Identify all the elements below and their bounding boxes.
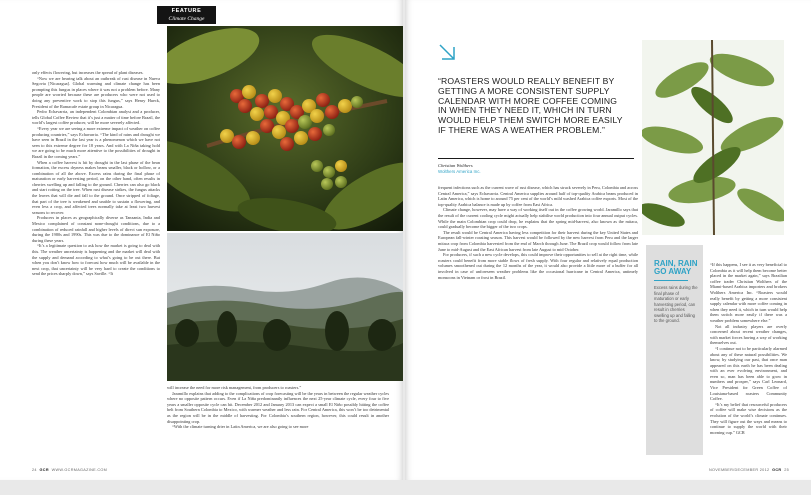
paragraph: When a coffee harvest is hit by drought in the last phase of the bean formation, the excess dryness makes beans smaller, black or hollow, or a combination of all the above. Excess rains during the final phase of maturation or early harvesting period, on the other hand, often results in cherries swelling up and falling to the ground. Cherries can also go black and start rotting on the tree. When rust disease strikes, the fungus attacks the leaves that will die and fall to the ground. Once stripped of foliage, that part of the tree is weakened and unable to sustain a flowering, and even less a crop, and affected trees normally take at least two harvest seasons to recover. [32,159,160,215]
paragraph: “Now we are hearing talk about an outbreak of rust disease in Nueva Segovia [Nicaragua]. Global warming and climate change has been prompting this fungus in places where it was not a problem before. Many people are worried because these are producers who were not used to doing any preventive work to stop this fungus,” says Henry Hueck, President of the Ramacafe estate group in Nicaragua. [32,75,160,109]
paragraph: For producers, if such a new cycle develops, this could improve their opportunities to sell at the right time, while roasters could benefit from more stable flows of fresh supply. With four regular and relatively equal production volumes smoothened out during the 12 months of the year, it would also provide a little more of a buffer for all involved in case of unforeseen weather problems like the occasional hurricane in Central America, untimely monsoons in Vietnam or frost in Brazil. [438,252,638,280]
section-tag-label: FEATURE [171,8,202,14]
paragraph: “Every year we are seeing a more extreme impact of weather on coffee producing countries,” says Echavarria. “The kind of rains and drought we have seen in Brazil in the last year is a phenomenon which we have not seen to this extreme degree for 18 years. And with La Niña taking hold we are going to be much more attentive to the possibilities of drought in Brazil in the coming years.” [32,125,160,159]
paragraph: Climate change, however, may have a way of working itself out in the coffee growing world. Jaramillo says that the result of the current cooling cycle might actually help stabilise world production into four annual output cycles. While the main Colombian crop could drop, he explains that the spring mid-harvest, also known as the mitaca, could gradually become the bigger of the two crops. [438,207,638,230]
paragraph: frequent infections such as the current wave of rust disease, which has struck severely in Peru, Colombia and across Central America,” says Echavarria. Central America supplies around half of top-quality Arabica beans produced in Latin America, which is home to around 75 per cent of the world’s mild washed Arabica coffee exports. Most of the top-quality Arabica balance is made up by coffee from East Africa. [438,185,638,207]
paragraph: Jaramillo explains that adding to the complications of crop forecasting will be the years in between the regular weather cycles where no opposite pattern occurs. Even if La Niña predominantly influences the next 25-year climate cycle, every four to five years a smaller opposite cycle can hit. December 2012 and January 2013 can expect a small El Niño possibly hitting the coffee belt from Southern Colombia to Mexico, with warmer weather and less rain. For Central America, this won’t be too detrimental as the region will be in the middle of harvesting. For Colombia’s southern region, however, this could result in another disappointing crop. [167,390,389,424]
middle-column-text [438,185,638,280]
sidebar-title: RAIN, RAIN GO AWAY [654,259,698,276]
paragraph: “It’s my belief that resourceful producers of coffee will make wise decisions as the evolution of the world’s climate continues. They will figure out the ways and means to continue to supply the world with their morning cup.” GCR [710,401,787,435]
coffee-leaves-photo [642,40,784,235]
page-number: 24 [32,468,37,472]
coffee-cherries-photo [167,26,403,231]
paragraph: Not all industry players are overly concerned about recent weather changes, with market forces having a way of working themselves out. [710,323,787,346]
quote-divider [438,158,634,159]
page-number: 25 [784,468,790,472]
sidebar-divider [654,280,688,281]
pull-quote: “ROASTERS WOULD REALLY BENEFIT BY GETTING A MORE CONSISTENT SUPPLY CALENDAR WITH MORE COFFEE COMING IN WHEN THEY NEED IT, WHICH IN TURN WOULD HELP THEM SWITCH MORE EASILY IF THERE WAS A WEATHER PROBLEM.” [438,76,623,135]
right-footer [709,468,789,472]
left-footer [32,468,107,472]
paragraph: “I continue not to be particularly alarmed about any of these natural possibilities. We know, by studying our past, that once man appeared on this earth he has been dealing with an ever evolving environment, and even so, man has been able to grow in numbers and prosper,” says Carl Leonard, Vice President for Green Coffee of Louisiana-based roasters Community Coffee. [710,345,787,402]
paragraph: The result would be Central America having less competition for their harvest during the key United States and European fall-winter roasting season. This harvest would be followed by the new harvest from Peru and the larger mitaca crop from Colombia harvested from the end of March through June. The Brazil crop would follow from late June to mid-August and the East African harvest from late August to mid October. [438,229,638,252]
paragraph: Pedro Echavarria, an independent Colombian analyst and a producer, tells Global Coffee Review that it’s just a matter of time before Brazil, the world’s largest coffee producer, will be more severely affected. [32,109,160,126]
section-tag-sublabel: Climate Change [168,16,205,22]
paragraph: “If this happens, I see it as very beneficial to Colombia as it will help them become better placed in the market again,” says Brazilian coffee trader Christian Wolthers of the Miami-based Arabica importers and brokers Wolthers America Inc. “Roasters would really benefit by getting a more consistent supply calendar with more coffee coming in when they need it, which in turn would help them switch more easily if there was a weather problem somewhere else.” [710,262,787,323]
left-column-text [32,70,160,277]
paragraph: will increase the need for more risk management, from producers to roasters.” [167,385,302,390]
section-tag [157,6,216,24]
sidebar-body: Excess rains during the final phase of maturation or early harvesting period, can result in cherries swelling up and falling to the ground. [654,285,698,323]
magazine-name: GCR [39,468,49,472]
paragraph: Producers in places as geographically diverse as Tanzania, India and Mexico complained of constant none-drought conditions, due to a combination of reduced rainfall and higher levels of direct sun exposure, during the 1980s and 1990s. This was due to the dominance of El Niño during these years. [32,215,160,243]
left-page [0,0,403,480]
right-page [405,0,811,480]
right-column-text [710,262,787,435]
website: WWW.GCRMAGAZINE.COM [51,468,108,472]
paragraph: “It’s a legitimate question to ask how the market is going to deal with this. The weather uncertainty is happening and the market will deal with the supply and demand according to what’s going to be out there. But when you don’t know how to forecast how much will be available in the next crop, that uncertainty will be very hard to create the conditions to send the prices sharply down,” says Saville. “It [32,243,160,277]
bottom-column-text [167,385,389,430]
paragraph: “With the climate turning drier in Latin America, we are also going to see more [172,424,309,430]
magazine-name: GCR [772,468,782,472]
paragraph: only effects flowering, but increases the spread of plant diseases. [32,70,144,75]
arrow-icon [438,43,456,61]
quote-organization: Wolthers America Inc. [438,169,481,174]
issue-date: NOVEMBER/DECEMBER 2012 [709,468,770,472]
sidebar-box [646,245,703,455]
landscape-photo [167,233,403,381]
quote-author: Christian Wolthers [438,163,473,168]
